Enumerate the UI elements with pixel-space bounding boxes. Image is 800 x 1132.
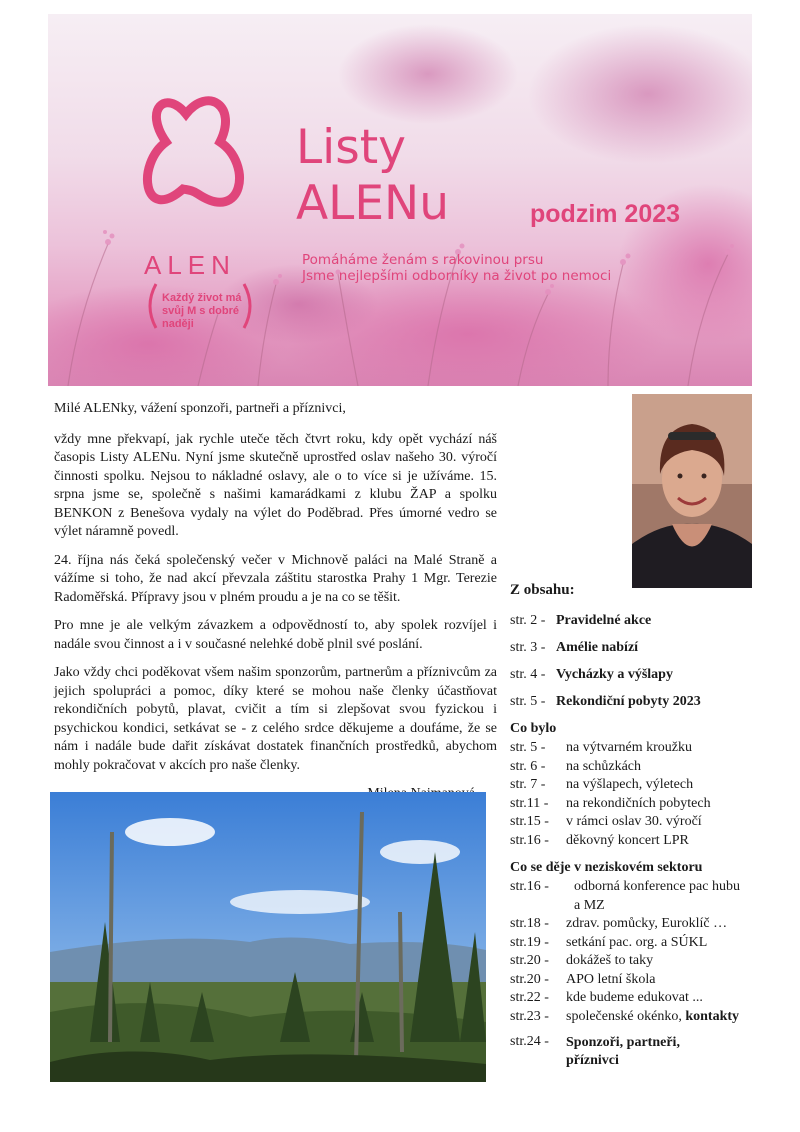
toc-page: str. 5 -	[510, 740, 546, 755]
toc-text: děkovný koncert LPR	[566, 832, 689, 848]
toc-text-bold: kontakty	[685, 1008, 740, 1024]
toc-item	[510, 934, 780, 953]
toc-ngo-list	[510, 878, 780, 1026]
toc-page: str. 6 -	[510, 758, 546, 774]
portrait-photo	[632, 394, 752, 588]
toc-item	[510, 694, 780, 710]
toc-page: str. 7 -	[510, 777, 546, 792]
toc-item	[510, 952, 780, 971]
toc-text: dokážeš to taky	[566, 953, 654, 968]
toc-item	[510, 832, 780, 851]
letter-paragraph: Jako vždy chci poděkovat všem našim sponzorům, partnerům a příznivcům za jejich spolupráci a pomoc, díky které se mohou naše členky účastňovat rekondičních pobytů, plavat, cvičit a tím si zlepšovat svou fyzickou i psychickou kondici, setkávat se - z celého srdce děkujeme a doufáme, že se nám i nadále bude dařit získávat dostatek finančních prostředků, abychom mohly pokračovat v akcích pro naše členky.	[54, 665, 497, 773]
toc-text: Sponzoři, partneři, příznivci	[566, 1035, 680, 1068]
table-of-contents	[510, 582, 780, 1070]
toc-text-plain: společenské okénko,	[566, 1008, 686, 1024]
toc-text: na výtvarném kroužku	[566, 740, 692, 755]
toc-page: str.16 -	[510, 879, 549, 894]
header-banner	[48, 14, 752, 386]
logo-motto: Každý život má svůj M s dobré naději	[162, 292, 242, 330]
toc-text: zdrav. pomůcky, Euroklíč …	[566, 916, 728, 931]
toc-item	[510, 989, 780, 1008]
letter-paragraph: vždy mne překvapí, jak rychle uteče těch čtvrt roku, kdy opět vychází náš časopis Listy ALENu. Nyní jsme skutečně uprostřed oslav našeho 30. výročí činnosti spolku. Nejsou to nákladné oslavy, ale o to více si je užíváme. 15. srpna jsme se, společně s našimi kamarádkami z klubu ŽAP a spolku BENKON z Benešova vydaly na výlet do Poděbrad. Přes úmorné vedro se výlet náramně povedl.	[54, 431, 497, 539]
toc-page: str. 3 -	[510, 640, 546, 655]
toc-text: Vycházky a výšlapy	[556, 667, 673, 682]
toc-item	[510, 795, 780, 814]
toc-page: str.23 -	[510, 1008, 549, 1024]
toc-text: na schůzkách	[566, 758, 642, 774]
toc-page: str. 4 -	[510, 667, 546, 682]
logo-text: ALEN	[144, 250, 236, 280]
letter-paragraph: 24. října nás čeká společenský večer v Michnově paláci na Malé Straně a vážíme si toho, že nad akcí převzala záštitu starostka Prahy 1 Mgr. Terezie Radoměřská. Přípravy jsou v plném proudu a je na co se těšit.	[54, 552, 497, 605]
tagline-line1: Pomáháme ženám s rakovinou prsu	[302, 252, 544, 268]
toc-was-list	[510, 739, 780, 850]
magazine-title-line1: Listy	[296, 120, 406, 175]
toc-item	[510, 878, 780, 915]
toc-item	[510, 1008, 780, 1027]
editorial-letter	[54, 400, 497, 814]
toc-page: str. 5 -	[510, 694, 546, 709]
author-portrait	[632, 394, 752, 588]
toc-text: Rekondiční pobyty 2023	[556, 694, 701, 709]
toc-page: str. 2 -	[510, 613, 546, 628]
toc-text: APO letní škola	[566, 971, 656, 987]
toc-item	[510, 776, 780, 795]
toc-item	[510, 640, 780, 656]
toc-page: str.20 -	[510, 953, 549, 968]
alen-logo-icon	[147, 101, 239, 202]
toc-section-ngo: Co se děje v neziskovém sektoru	[510, 860, 703, 875]
letter-greeting: Milé ALENky, vážení sponzoři, partneři a příznivci,	[54, 401, 346, 416]
letter-paragraph: Pro mne je ale velkým závazkem a odpovědností to, aby spolek rozvíjel i nadále svou činnost a i v současné nelehké době plnil své poslání.	[54, 618, 497, 652]
mountain-landscape-photo	[50, 792, 486, 1082]
toc-page: str.22 -	[510, 990, 549, 1005]
toc-text: odborná konference pac hubu a MZ	[574, 879, 740, 913]
toc-text: setkání pac. org. a SÚKL	[566, 934, 708, 950]
toc-item	[510, 613, 780, 629]
magazine-title-line2: ALENu	[296, 176, 449, 231]
toc-text: v rámci oslav 30. výročí	[566, 814, 702, 829]
toc-page: str.19 -	[510, 934, 549, 950]
toc-text: na rekondičních pobytech	[566, 795, 711, 811]
toc-item-sponsors	[510, 1034, 780, 1070]
toc-text: Amélie nabízí	[556, 640, 639, 655]
toc-text: kde budeme edukovat ...	[566, 990, 703, 1005]
toc-page: str.15 -	[510, 814, 549, 829]
toc-page: str.24 -	[510, 1034, 549, 1049]
issue-season: podzim 2023	[530, 200, 681, 228]
toc-page: str.16 -	[510, 832, 549, 848]
toc-item	[510, 739, 780, 758]
toc-title: Z obsahu:	[510, 582, 575, 598]
toc-section-was: Co bylo	[510, 721, 557, 736]
toc-item	[510, 667, 780, 683]
toc-item	[510, 915, 780, 934]
toc-page: str.20 -	[510, 971, 549, 987]
toc-item	[510, 971, 780, 990]
toc-page: str.18 -	[510, 916, 549, 931]
toc-text	[566, 1008, 780, 1027]
toc-page: str.11 -	[510, 795, 549, 811]
toc-main-list	[510, 613, 780, 710]
tagline-line2: Jsme nejlepšími odborníky na život po nemoci	[302, 268, 612, 284]
toc-text: Pravidelné akce	[556, 613, 652, 628]
toc-item	[510, 758, 780, 777]
tagline	[302, 252, 642, 284]
landscape-illustration	[50, 792, 486, 1082]
toc-item	[510, 813, 780, 832]
toc-text: na výšlapech, výletech	[566, 777, 694, 792]
